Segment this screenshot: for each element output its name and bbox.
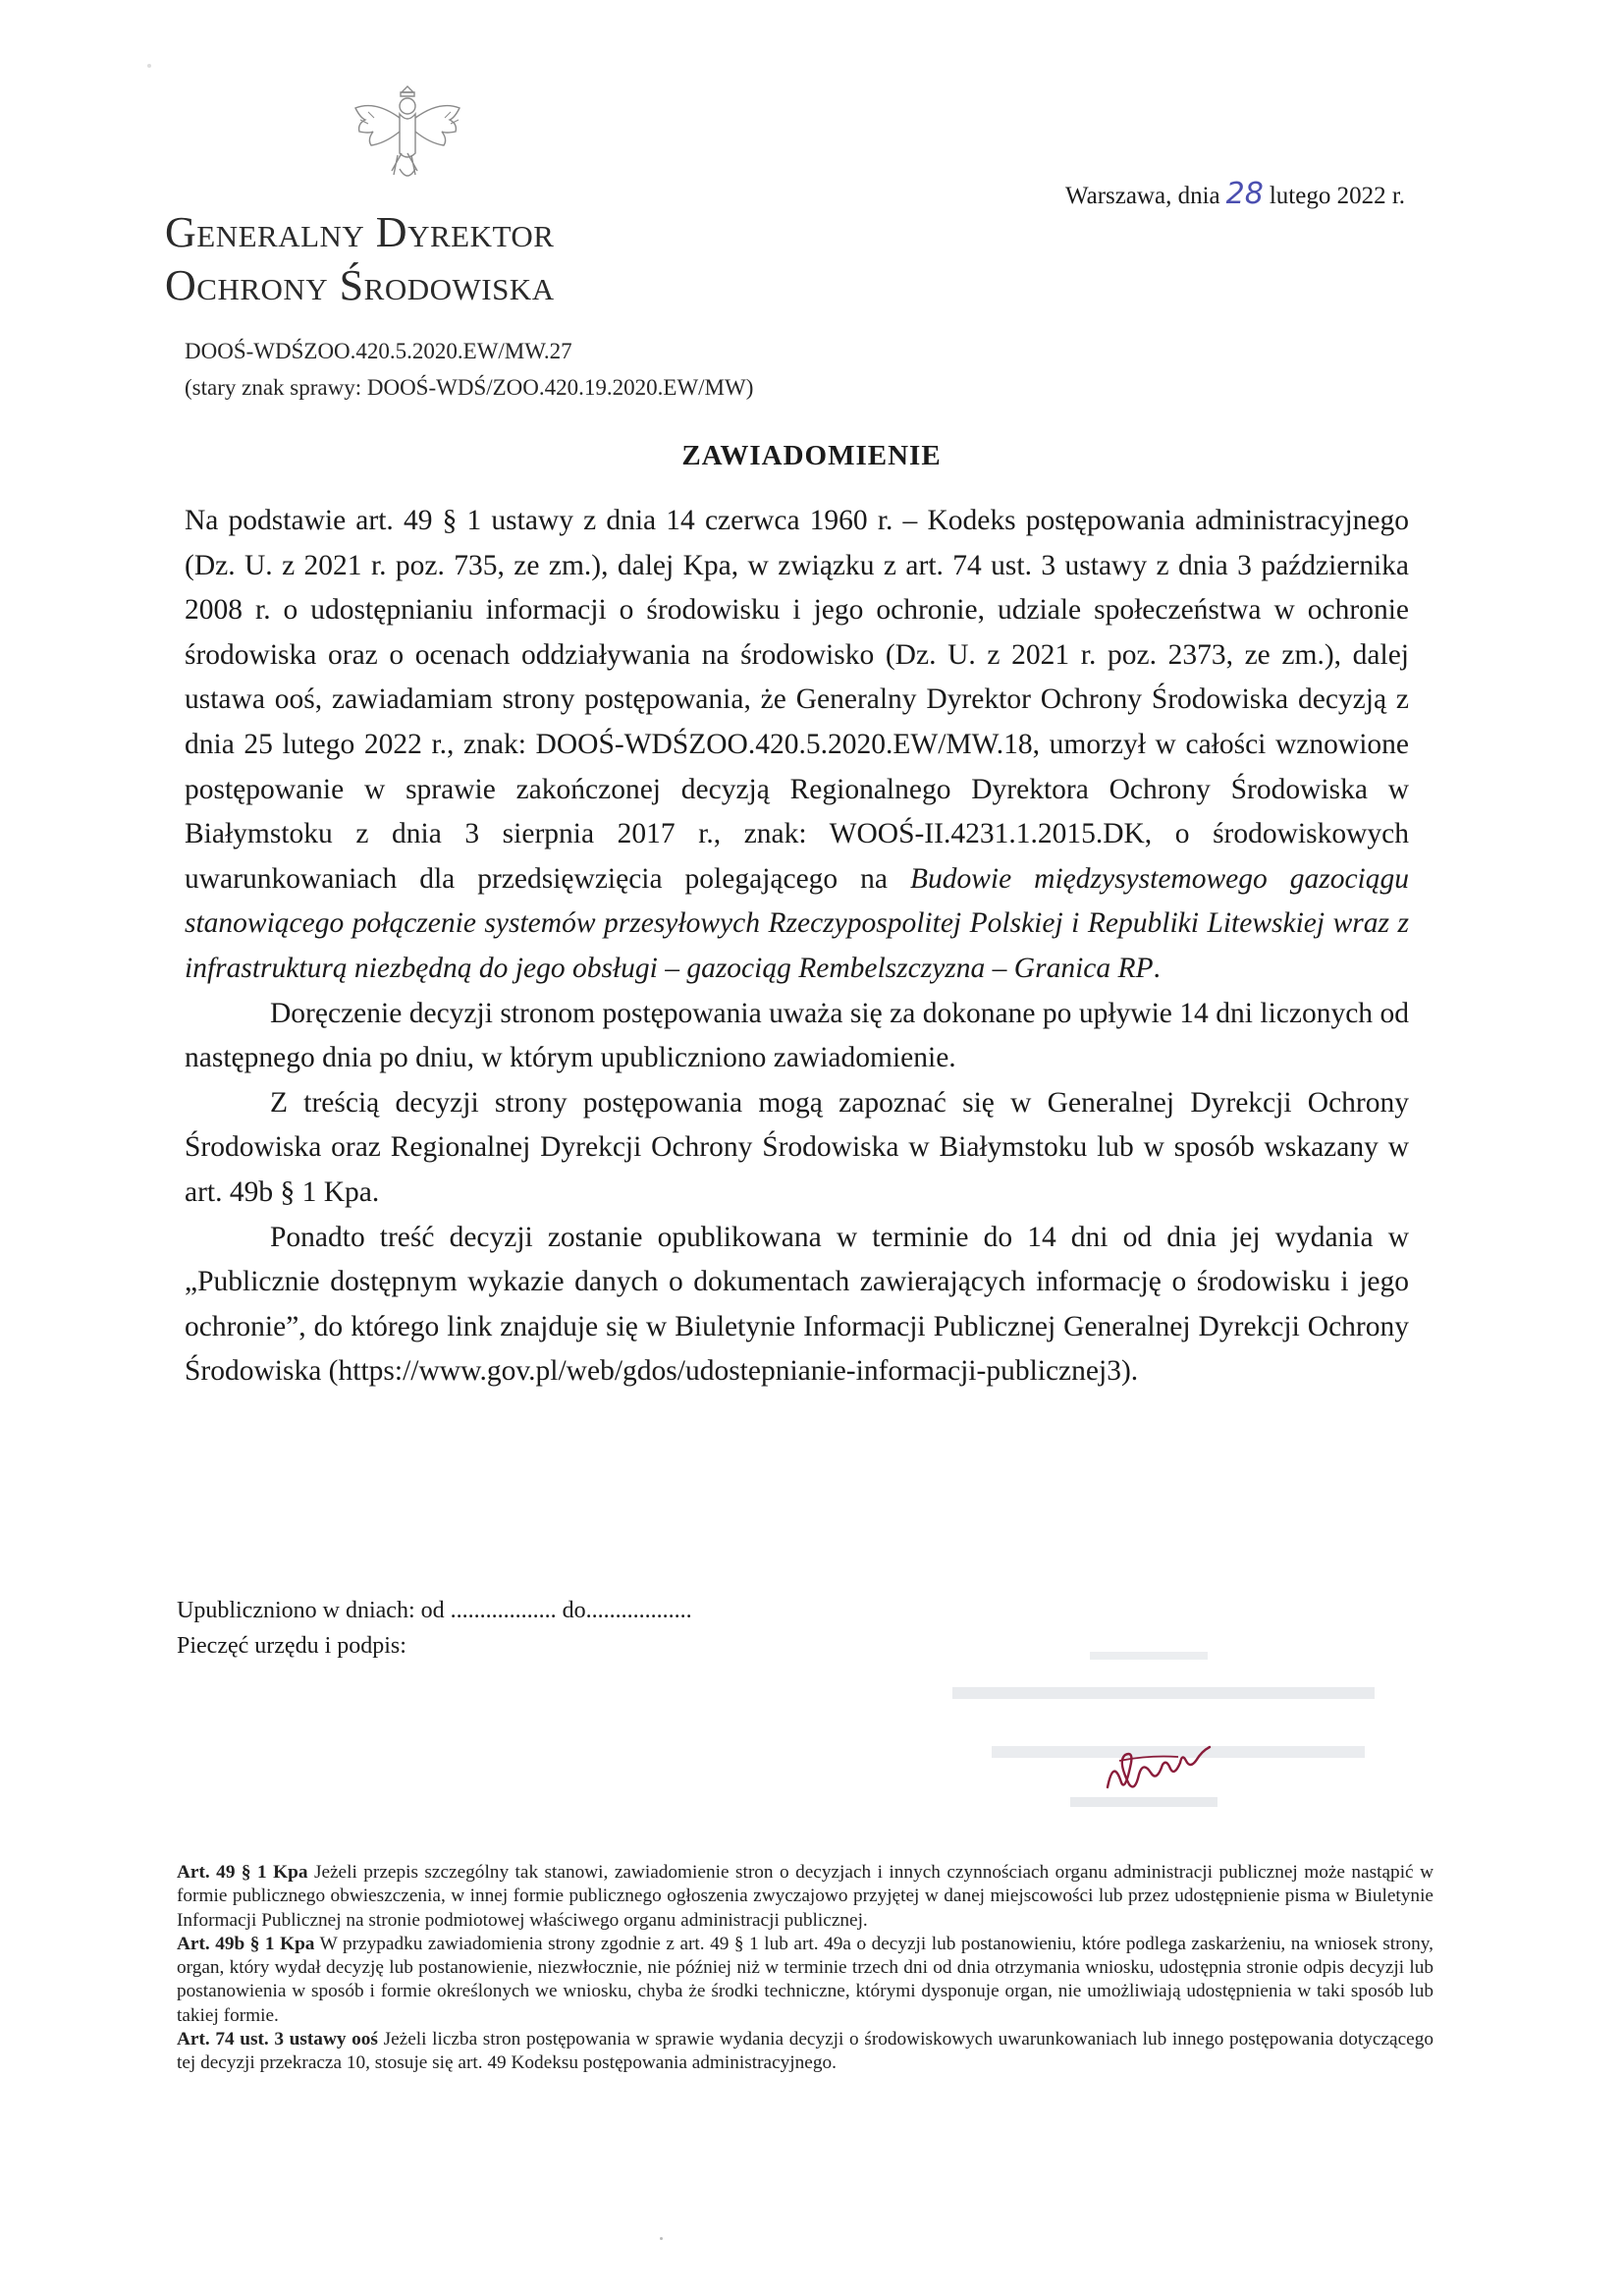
date-line: [1065, 177, 1405, 211]
paragraph-1-end: .: [1153, 952, 1161, 984]
footnote-label: Art. 74 ust. 3 ustawy ooś: [177, 2029, 378, 2050]
issuing-authority: [165, 206, 555, 312]
stamp-and-signature-label: Pieczęć urzędu i podpis:: [177, 1633, 406, 1659]
footnote-text: Jeżeli liczba stron postępowania w sprawie wydania decyzji o środowiskowych uwarunkowaniach lub innego postępowania dotyczącego tej decyzji przekracza 10, stosuje się art. 49 Kodeksu postępowania administracyjnego.: [177, 2029, 1434, 2074]
old-case-number: (stary znak sprawy: DOOŚ-WDŚ/ZOO.420.19.2020.EW/MW): [185, 375, 754, 400]
document-title: ZAWIADOMIENIE: [681, 440, 942, 471]
scan-speck: [660, 2237, 663, 2240]
footnote: [177, 1933, 1434, 2028]
project-name: Budowie międzysystemowego gazociągu stanowiącego połączenie systemów przesyłowych Rzeczypospolitej Polskiej i Republiki Litewskiej wraz z infrastrukturą niezbędną do jego obsługi – gazociąg Rembelszczyzna – Granica RP: [185, 862, 1409, 984]
date-day-handwritten: 28: [1225, 177, 1264, 211]
footnote-text: Jeżeli przepis szczególny tak stanowi, zawiadomienie stron o decyzjach i innych czynnościach organu administracji publicznej może nastąpić w formie publicznego obwieszczenia, w innej formie publicznego ogłoszenia zwyczajowo przyjętej w danej miejscowości lub przez udostępnienie pisma w Biuletynie Informacji Publicznej na stronie podmiotowej właściwego organu administracji publicznej.: [177, 1862, 1434, 1931]
paragraph-2: Doręczenie decyzji stronom postępowania uważa się za dokonane po upływie 14 dni liczonych od następnego dnia po dniu, w którym upubliczniono zawiadomienie.: [185, 997, 1409, 1074]
footnote-label: Art. 49 § 1 Kpa: [177, 1862, 308, 1883]
date-suffix: lutego 2022 r.: [1269, 183, 1406, 209]
footnote-label: Art. 49b § 1 Kpa: [177, 1933, 315, 1954]
authority-line-2: Ochrony Środowiska: [165, 261, 555, 309]
date-prefix: Warszawa, dnia: [1065, 183, 1220, 209]
paragraph-4: Ponadto treść decyzji zostanie opublikowana w terminie do 14 dni od dnia jej wydania w „Publicznie dostępnym wykazie danych o dokumentach zawierających informację o środowisku i jego ochronie”, do którego link znajduje się w Biuletynie Informacji Publicznej Generalnej Dyrekcji Ochrony Środowiska (https://www.gov.pl/web/gdos/udostepnianie-informacji-publicznej3).: [185, 1221, 1409, 1388]
publication-block: [177, 1593, 692, 1664]
authority-line-1: Generalny Dyrektor: [165, 208, 555, 256]
scan-speck: [147, 64, 151, 68]
paragraph-1-text: Na podstawie art. 49 § 1 ustawy z dnia 14 czerwca 1960 r. – Kodeks postępowania administracyjnego (Dz. U. z 2021 r. poz. 735, ze zm.), dalej Kpa, w związku z art. 74 ust. 3 ustawy z dnia 3 października 2008 r. o udostępnianiu informacji o środowisku i jego ochronie, udziale społeczeństwa w ochronie środowiska oraz o ocenach oddziaływania na środowisko (Dz. U. z 2021 r. poz. 2373, ze zm.), dalej ustawa ooś, zawiadamiam strony postępowania, że Generalny Dyrektor Ochrony Środowiska decyzją z dnia 25 lutego 2022 r., znak: DOOŚ-WDŚZOO.420.5.2020.EW/MW.18, umorzył w całości wznowione postępowanie w sprawie zakończonej decyzją Regionalnego Dyrektora Ochrony Środowiska w Białymstoku z dnia 3 sierpnia 2017 r., znak: WOOŚ-II.4231.1.2015.DK, o środowiskowych uwarunkowaniach dla przedsięwzięcia polegającego na: [185, 505, 1409, 895]
footnote: [177, 1861, 1434, 1933]
handwritten-signature: [1100, 1743, 1267, 1802]
paragraph-3: Z treścią decyzji strony postępowania mogą zapoznać się w Generalnej Dyrekcji Ochrony Środowiska oraz Regionalnej Dyrekcji Ochrony Środowiska w Białymstoku lub w sposób wskazany w art. 49b § 1 Kpa.: [185, 1086, 1409, 1208]
paragraph-1: [185, 499, 1409, 992]
case-number: DOOŚ-WDŚZOO.420.5.2020.EW/MW.27: [185, 339, 572, 363]
footnote-text: W przypadku zawiadomienia strony zgodnie z art. 49 § 1 lub art. 49a o decyzji lub postanowieniu, które podlega zaskarżeniu, na wniosek strony, organ, który wydał decyzję lub postanowienie, niezwłocznie, nie później niż w terminie trzech dni od dnia otrzymania wniosku, udostępnia stronie odpis decyzji lub postanowienia w sposób i formie określonych we wniosku, chyba że środki techniczne, którymi dysponuje organ, nie umożliwiają udostępnienia w taki sposób lub takiej formie.: [177, 1933, 1434, 2026]
document-body: [185, 499, 1409, 1394]
legal-footnotes: [177, 1861, 1434, 2076]
polish-eagle-emblem-icon: [339, 79, 476, 191]
publication-dates: Upubliczniono w dniach: od .................. do..................: [177, 1598, 692, 1623]
footnote: [177, 2028, 1434, 2076]
